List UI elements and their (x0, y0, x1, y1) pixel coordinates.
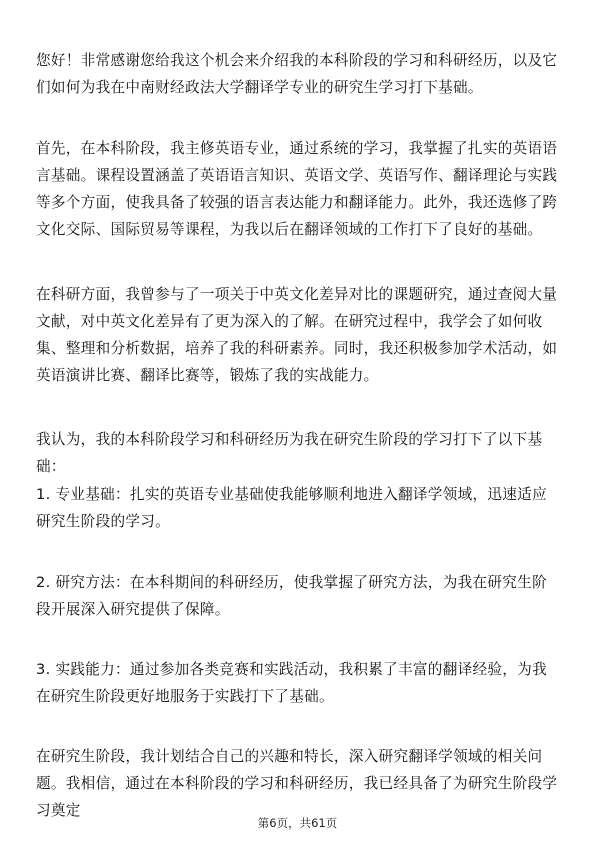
page-number: 第6页，共61页 (257, 816, 338, 830)
paragraph-research: 在科研方面，我曾参与了一项关于中英文化差异对比的课题研究，通过查阅大量文献，对中英文化差异有了更为深入的了解。在研究过程中，我学会了如何收集、整理和分析数据，培养了我的科研素养。同时，我还积极参加学术活动，如英语演讲比赛、翻译比赛等，锻炼了我的实战能力。 (36, 286, 558, 384)
paragraph-point-professional: 1. 专业基础：扎实的英语专业基础使我能够顺利地进入翻译学领域，迅速适应研究生阶段的学习。 (36, 486, 547, 530)
paragraph-foundation-intro: 我认为，我的本科阶段学习和科研经历为我在研究生阶段的学习打下了以下基础： (36, 431, 543, 475)
paragraph-point-practice: 3. 实践能力：通过参加各类竞赛和实践活动，我积累了丰富的翻译经验，为我在研究生阶段更好地服务于实践打下了基础。 (36, 661, 547, 705)
paragraph-graduate-plan: 在研究生阶段，我计划结合自己的兴趣和特长，深入研究翻译学领域的相关问题。我相信，通过在本科阶段的学习和科研经历，我已经具备了为研究生阶段学习奠定 (36, 748, 558, 819)
paragraph-point-method: 2. 研究方法：在本科期间的科研经历，使我掌握了研究方法，为我在研究生阶段开展深入研究提供了保障。 (36, 574, 547, 618)
paragraph-greeting: 您好！非常感谢您给我这个机会来介绍我的本科阶段的学习和科研经历，以及它们如何为我在中南财经政法大学翻译学专业的研究生学习打下基础。 (36, 52, 558, 96)
paragraph-undergrad-study: 首先，在本科阶段，我主修英语专业，通过系统的学习，我掌握了扎实的英语语言基础。课程设置涵盖了英语语言知识、英语文学、英语写作、翻译理论与实践等多个方面，使我具备了较强的语言表达能力和翻译能力。此外，我还选修了跨文化交际、国际贸易等课程，为我以后在翻译领域的工作打下了良好的基础。 (36, 140, 558, 238)
